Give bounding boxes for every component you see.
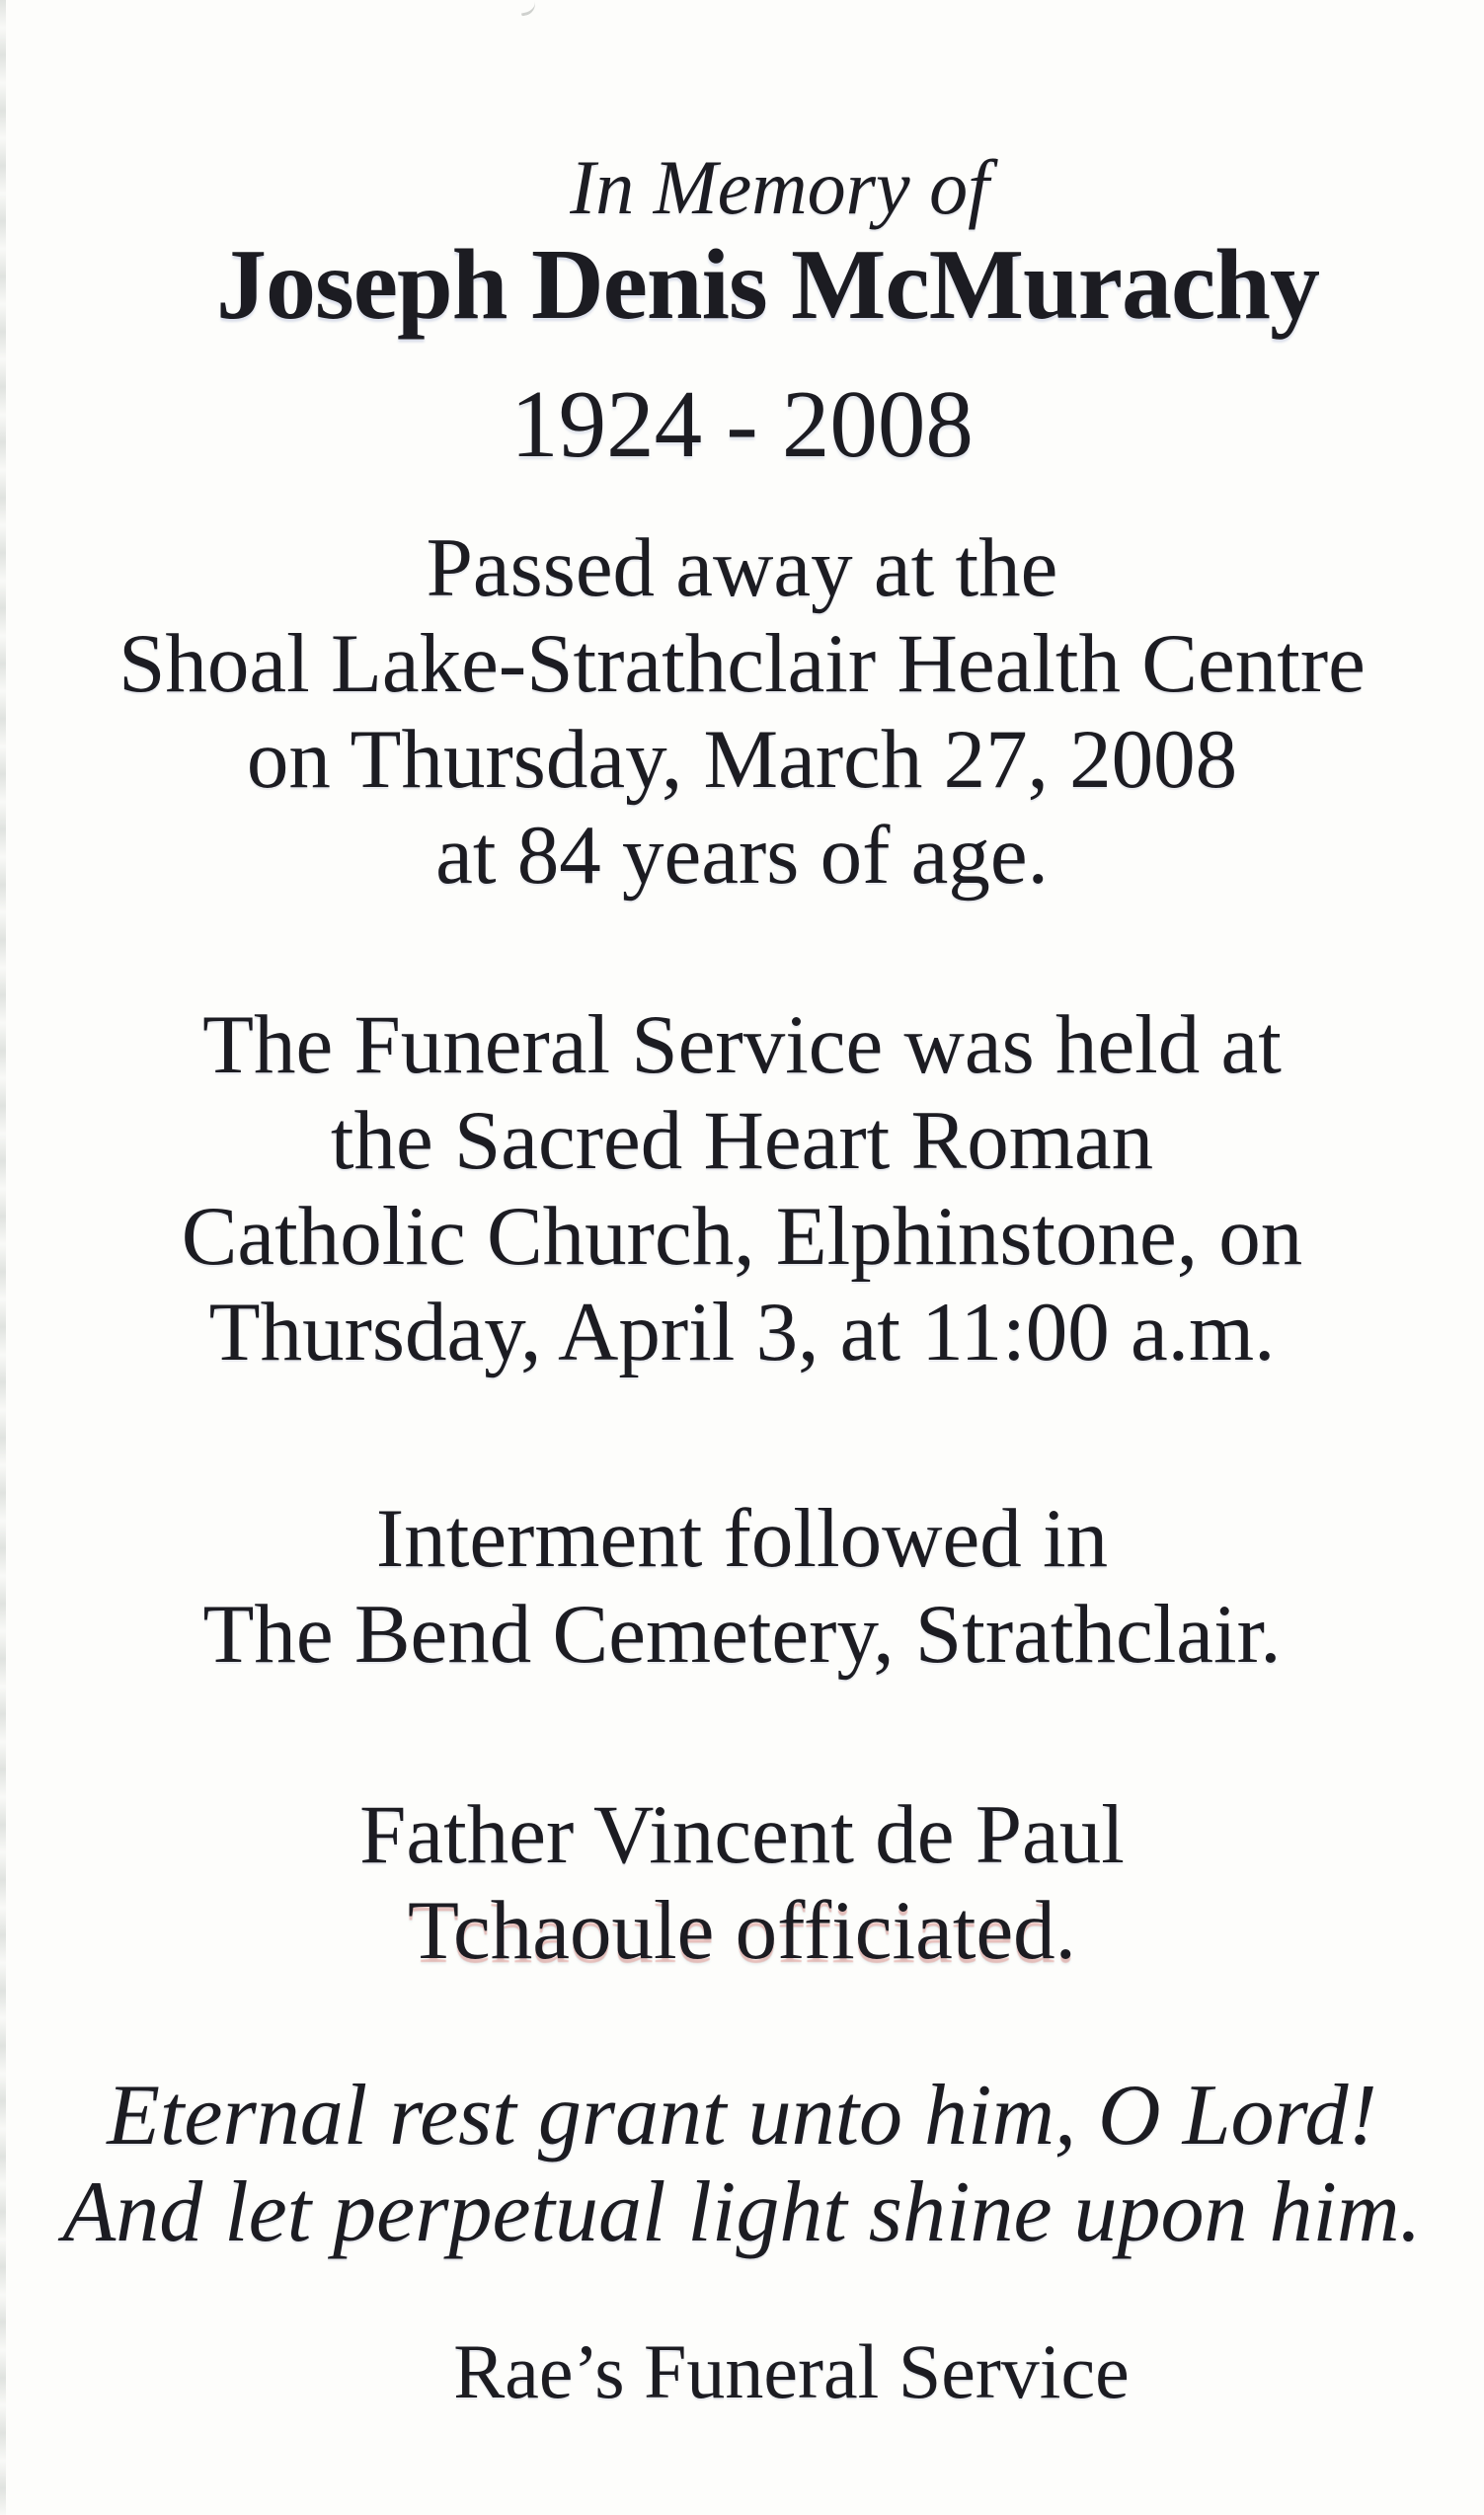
paragraph-line: on Thursday, March 27, 2008 [246,713,1238,806]
paragraph-line: Interment followed in [375,1492,1109,1585]
paragraph-line: Shoal Lake-Strathclair Health Centre [118,617,1366,710]
paragraph-line: The Funeral Service was held at [202,998,1282,1091]
paragraph-line: Tchaoule officiated. [408,1884,1076,1977]
funeral-home-name: Rae’s Funeral Service [453,2328,1130,2414]
paragraph-officiant [0,1787,1484,1979]
paragraph-line: at 84 years of age. [435,809,1049,902]
paragraph-line: the Sacred Heart Roman [330,1094,1154,1187]
memorial-phrase: In Memory of [570,144,989,230]
paragraph-line: The Bend Cemetery, Strathclair. [202,1588,1282,1681]
prayer-line: And let perpetual light shine upon him. [62,2164,1422,2260]
scan-artifact [519,0,537,16]
paragraph-funeral-service [0,997,1484,1380]
deceased-name: Joseph Denis McMurachy [216,229,1319,341]
paragraph-line: Father Vincent de Paul [359,1788,1125,1881]
paragraph-interment [0,1491,1484,1683]
prayer-line: Eternal rest grant unto him, O Lord! [107,2068,1377,2163]
paragraph-passing [0,520,1484,904]
paragraph-line: Passed away at the [426,521,1058,614]
prayer-verse [0,2068,1484,2261]
paragraph-line: Thursday, April 3, at 11:00 a.m. [208,1286,1276,1378]
paragraph-line: Catholic Church, Elphinstone, on [181,1190,1303,1283]
life-years: 1924 - 2008 [510,371,974,477]
